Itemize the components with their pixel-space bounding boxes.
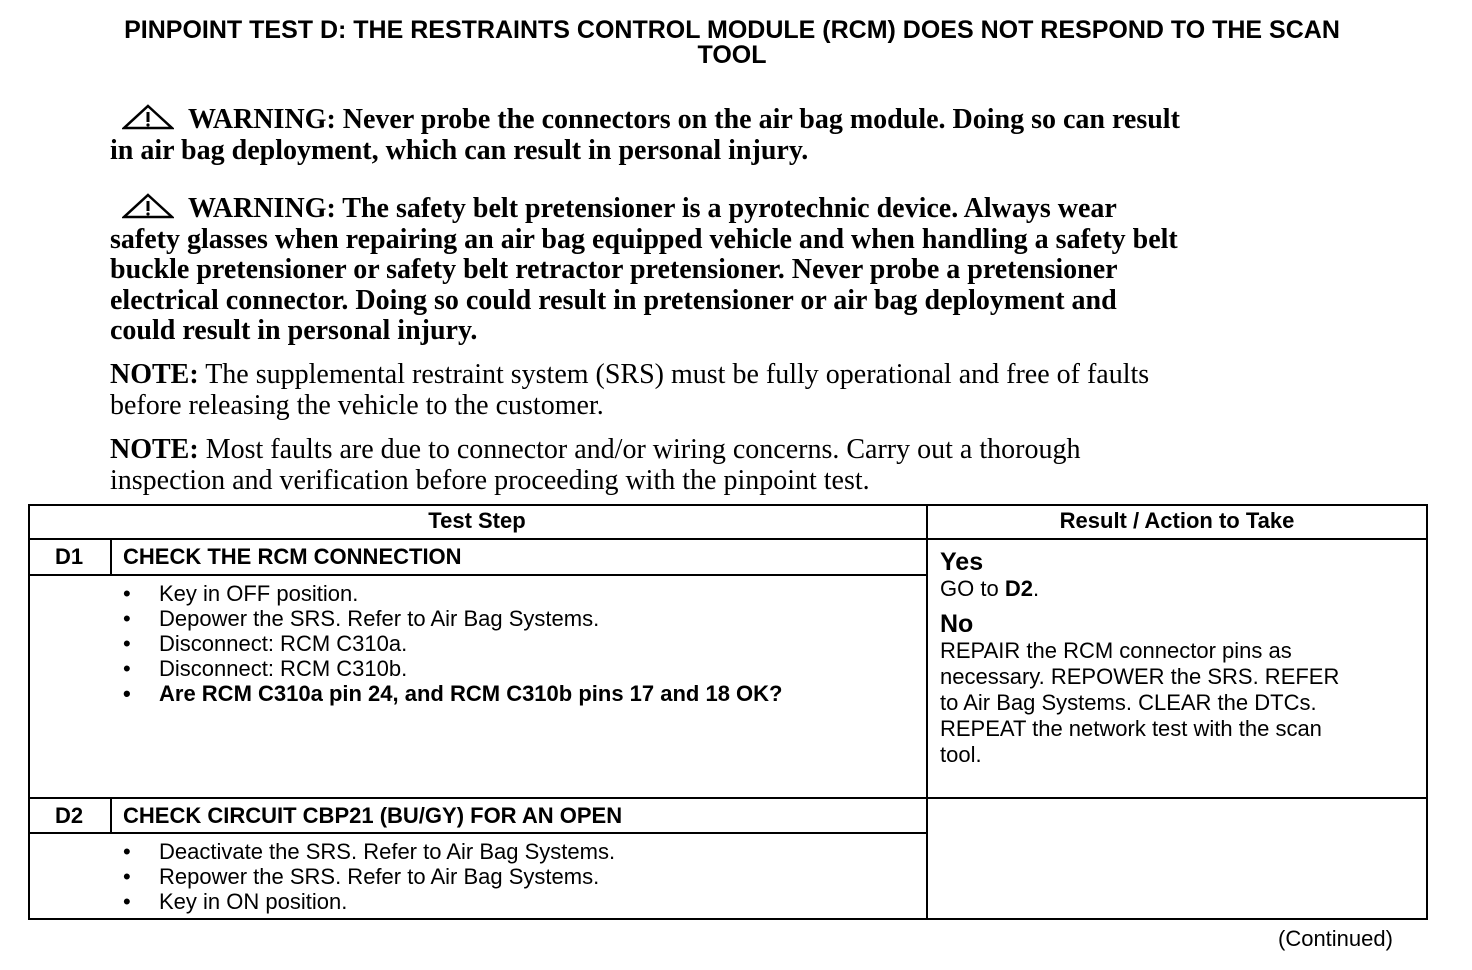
warning-triangle-icon	[122, 193, 174, 219]
no-text-3: to Air Bag Systems. CLEAR the DTCs.	[940, 690, 1317, 715]
warning-1	[110, 104, 1350, 166]
note-label: NOTE:	[110, 359, 199, 390]
yes-label: Yes	[940, 548, 984, 576]
note-2	[110, 435, 1350, 496]
list-item: • Deactivate the SRS. Refer to Air Bag Systems.	[123, 839, 923, 864]
no-text-2: necessary. REPOWER the SRS. REFER	[940, 664, 1340, 689]
note-label: NOTE:	[110, 434, 199, 465]
list-item: • Key in ON position.	[123, 889, 923, 914]
step-question: • Are RCM C310a pin 24, and RCM C310b pins 17 and 18 OK?	[123, 681, 923, 706]
header-result: Result / Action to Take	[1059, 508, 1295, 533]
note-1	[110, 360, 1350, 421]
warning-2	[110, 193, 1350, 347]
title-line-1: PINPOINT TEST D: THE RESTRAINTS CONTROL MODULE (RCM) DOES NOT RESPOND TO THE SCAN	[124, 16, 1340, 44]
continued-label: (Continued)	[1278, 926, 1393, 951]
no-text-1: REPAIR the RCM connector pins as	[940, 638, 1292, 663]
warning-label: WARNING:	[188, 104, 336, 135]
note-text-2: before releasing the vehicle to the customer.	[110, 389, 604, 421]
page-title	[20, 18, 1444, 68]
step-bullets-d1	[123, 581, 923, 706]
step-bullets-d2	[123, 839, 923, 914]
warning-text-2: safety glasses when repairing an air bag equipped vehicle and when handling a safety belt	[110, 223, 1178, 255]
warning-text-1: The safety belt pretensioner is a pyrotechnic device. Always wear	[342, 193, 1117, 224]
list-item: • Disconnect: RCM C310b.	[123, 656, 923, 681]
warning-text-5: could result in personal injury.	[110, 315, 478, 346]
list-item: • Repower the SRS. Refer to Air Bag Systems.	[123, 864, 923, 889]
yes-text: GO to	[940, 576, 999, 601]
list-item: • Disconnect: RCM C310a.	[123, 631, 923, 656]
no-text-4: REPEAT the network test with the scan	[940, 716, 1322, 741]
warning-text-3: buckle pretensioner or safety belt retractor pretensioner. Never probe a pretensioner	[110, 254, 1118, 285]
warning-label: WARNING:	[188, 193, 336, 224]
warning-text-1: Never probe the connectors on the air bag module. Doing so can result	[342, 104, 1180, 135]
yes-target-link[interactable]: D2	[1004, 576, 1033, 601]
no-label: No	[940, 610, 974, 638]
header-test-step: Test Step	[428, 508, 526, 533]
warning-triangle-icon	[122, 104, 174, 130]
step-id-d1: D1	[54, 544, 84, 569]
list-item: • Depower the SRS. Refer to Air Bag Systems.	[123, 606, 923, 631]
step-title-d1: CHECK THE RCM CONNECTION	[123, 544, 462, 569]
result-d1: Yes GO to D2. No REPAIR the RCM connector pins as necessary. REPOWER the SRS. REFER to Air Bag Systems. CLEAR the DTCs. REPEAT the network test with the scan tool.	[940, 548, 1420, 768]
warning-text-4: electrical connector. Doing so could result in pretensioner or air bag deployment and	[110, 284, 1117, 316]
title-line-2: TOOL	[697, 41, 767, 69]
note-text-1: The supplemental restraint system (SRS) must be fully operational and free of faults	[205, 359, 1150, 390]
no-text-5: tool.	[940, 742, 982, 767]
note-text-2: inspection and verification before proceeding with the pinpoint test.	[110, 464, 870, 496]
warning-text-2: in air bag deployment, which can result in personal injury.	[110, 134, 809, 166]
pinpoint-test-table	[28, 504, 1428, 920]
step-id-d2: D2	[54, 803, 84, 828]
note-text-1: Most faults are due to connector and/or wiring concerns. Carry out a thorough	[205, 434, 1081, 465]
step-title-d2: CHECK CIRCUIT CBP21 (BU/GY) FOR AN OPEN	[123, 803, 623, 828]
list-item: • Key in OFF position.	[123, 581, 923, 606]
